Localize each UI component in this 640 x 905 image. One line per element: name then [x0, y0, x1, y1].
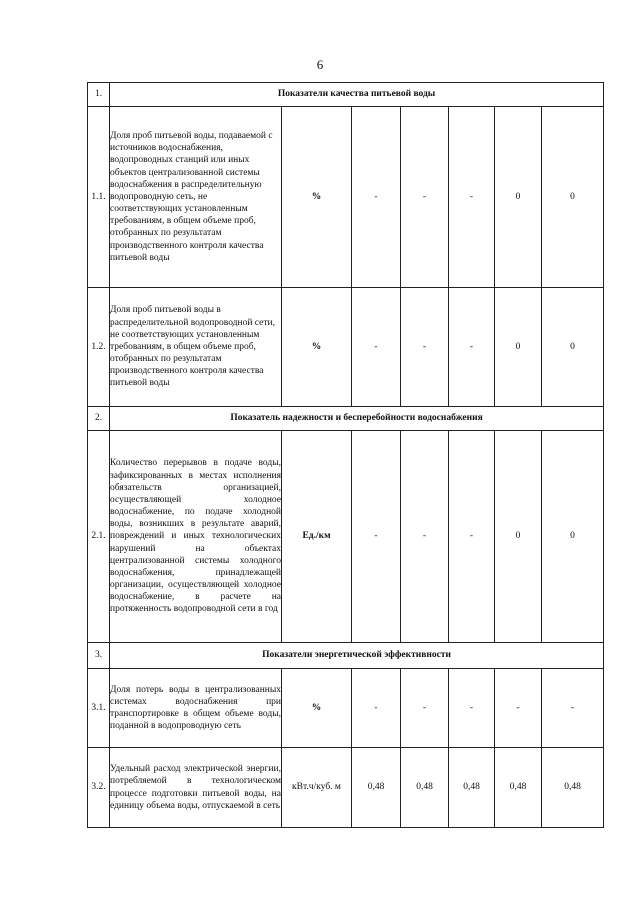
value-cell: - — [352, 107, 401, 288]
table-row — [88, 748, 604, 828]
value-cell: - — [352, 431, 401, 643]
indicator-description: Доля проб питьевой воды в распределительной водопроводной сети, не соответствующих установленным требованиям, в общем объеме проб, отобранных по результатам производственного контроля качества питьевой воды — [110, 288, 282, 407]
value-cell: - — [352, 669, 401, 748]
value-cell: 0 — [495, 431, 542, 643]
section-title: Показатели качества питьевой воды — [110, 83, 604, 107]
indicator-description: Доля проб питьевой воды, подаваемой с источников водоснабжения, водопроводных станций или иных объектов централизованной системы водоснабжения в распределительную водопроводную сеть, не соответствующих установленным требованиям, в общем объеме проб, отобранных по результатам производственного контроля качества питьевой воды — [110, 107, 282, 288]
unit-cell: % — [282, 288, 352, 407]
row-number: 3.1. — [88, 669, 110, 748]
value-cell: - — [401, 107, 449, 288]
value-cell: 0,48 — [495, 748, 542, 828]
table-row — [88, 669, 604, 748]
value-cell: 0,48 — [449, 748, 495, 828]
value-cell: - — [449, 669, 495, 748]
value-cell: 0,48 — [352, 748, 401, 828]
section-header-row — [88, 83, 604, 107]
section-number: 1. — [88, 83, 110, 107]
value-cell: 0,48 — [401, 748, 449, 828]
section-title: Показатель надежности и бесперебойности водоснабжения — [110, 407, 604, 431]
value-cell: - — [352, 288, 401, 407]
section-number: 2. — [88, 407, 110, 431]
page-number: 6 — [316, 57, 324, 72]
section-header-row — [88, 643, 604, 669]
table-row — [88, 288, 604, 407]
indicator-description: Удельный расход электрической энергии, потребляемой в технологическом процессе подготовки питьевой воды, на единицу объема воды, отпускаемой в сеть — [110, 748, 282, 828]
row-number: 1.1. — [88, 107, 110, 288]
value-cell: - — [449, 431, 495, 643]
indicator-description: Количество перерывов в подаче воды, зафиксированных в местах исполнения обязательств организацией, осуществляющей холодное водоснабжение, по подаче холодной воды, возникших в результате аварий, повреждений и иных технологических нарушений на объектах централизованной системы холодного водоснабжения, принадлежащей организации, осуществляющей холодное водоснабжение, в расчете на протяженность водопроводной сети в год — [110, 431, 282, 643]
value-cell: - — [401, 431, 449, 643]
table-row — [88, 431, 604, 643]
row-number: 1.2. — [88, 288, 110, 407]
value-cell: - — [401, 288, 449, 407]
section-number: 3. — [88, 643, 110, 669]
row-number: 3.2. — [88, 748, 110, 828]
table-row — [88, 107, 604, 288]
value-cell: 0,48 — [542, 748, 604, 828]
value-cell: - — [401, 669, 449, 748]
unit-cell: % — [282, 669, 352, 748]
section-title: Показатели энергетической эффективности — [110, 643, 604, 669]
unit-cell: кВт.ч/куб. м — [282, 748, 352, 828]
value-cell: - — [495, 669, 542, 748]
indicators-table — [87, 82, 604, 828]
value-cell: 0 — [542, 107, 604, 288]
row-number: 2.1. — [88, 431, 110, 643]
value-cell: - — [449, 288, 495, 407]
value-cell: - — [542, 669, 604, 748]
value-cell: 0 — [542, 288, 604, 407]
value-cell: - — [449, 107, 495, 288]
indicator-description: Доля потерь воды в централизованных системах водоснабжения при транспортировке в общем объеме воды, поданной в водопроводную сеть — [110, 669, 282, 748]
unit-cell: % — [282, 107, 352, 288]
section-header-row — [88, 407, 604, 431]
unit-cell: Ед./км — [282, 431, 352, 643]
value-cell: 0 — [542, 431, 604, 643]
value-cell: 0 — [495, 288, 542, 407]
value-cell: 0 — [495, 107, 542, 288]
